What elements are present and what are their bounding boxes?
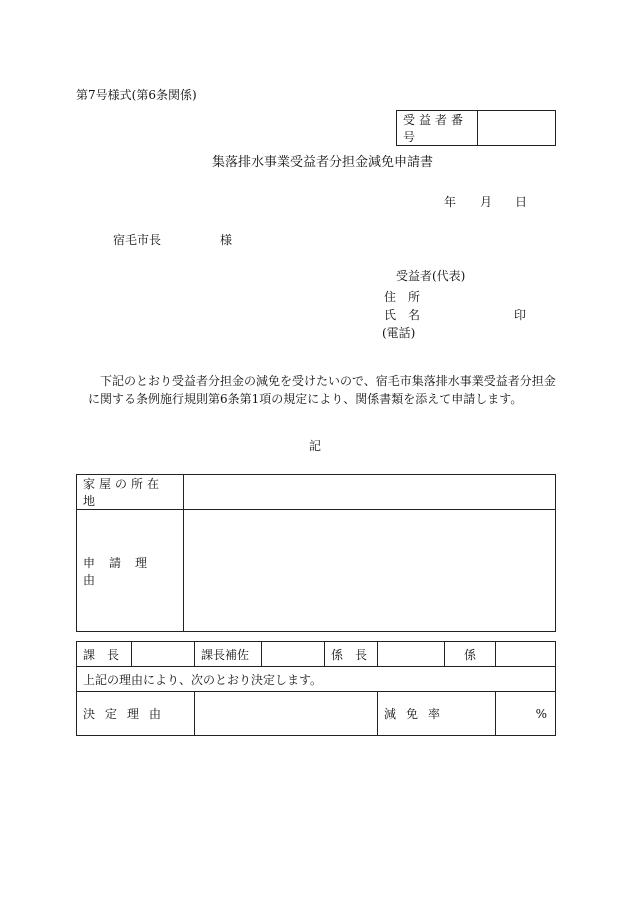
recipient-number-label: 受益者番号 bbox=[397, 111, 478, 146]
record-mark: 記 bbox=[309, 439, 322, 453]
applicant-heading: 受益者(代表) bbox=[396, 269, 466, 283]
staff-stamp-cell[interactable] bbox=[496, 642, 556, 667]
decision-reason-field[interactable] bbox=[195, 692, 378, 736]
seal-mark: 印 bbox=[514, 308, 527, 322]
recipient-number-field[interactable] bbox=[478, 111, 556, 146]
date-month: 月 bbox=[480, 195, 493, 209]
approval-table bbox=[76, 641, 556, 736]
application-table bbox=[76, 474, 556, 632]
section-chief-stamp-cell[interactable] bbox=[378, 642, 445, 667]
chief-stamp-cell[interactable] bbox=[132, 642, 195, 667]
body-text-line2: に関する条例施行規則第6条第1項の規定により、関係書類を添えて申請します。 bbox=[88, 392, 523, 406]
recipient-number-box bbox=[396, 110, 556, 146]
location-label: 家屋の所在地 bbox=[77, 475, 184, 510]
decision-reason-label: 決定理由 bbox=[77, 692, 195, 736]
addressee-name: 宿毛市長 bbox=[113, 233, 162, 247]
reason-label: 申請理由 bbox=[77, 510, 184, 632]
applicant-name-label: 氏 名 bbox=[384, 308, 421, 322]
location-field[interactable] bbox=[184, 475, 556, 510]
body-text-line1: 下記のとおり受益者分担金の減免を受けたいので、宿毛市集落排水事業受益者分担金 bbox=[100, 374, 556, 388]
addressee-honorific: 様 bbox=[220, 233, 233, 247]
decision-statement: 上記の理由により、次のとおり決定します。 bbox=[77, 667, 556, 692]
reduction-rate-label: 減免率 bbox=[378, 692, 496, 736]
date-day: 日 bbox=[515, 195, 528, 209]
form-number-label: 第7号様式(第6条関係) bbox=[76, 88, 197, 102]
document-title: 集落排水事業受益者分担金減免申請書 bbox=[212, 155, 434, 170]
reduction-rate-field[interactable]: % bbox=[496, 692, 556, 736]
applicant-phone-label: (電話) bbox=[382, 326, 416, 340]
section-chief-label: 係 長 bbox=[325, 642, 378, 667]
deputy-label: 課長補佐 bbox=[195, 642, 262, 667]
staff-label: 係 bbox=[445, 642, 496, 667]
deputy-stamp-cell[interactable] bbox=[262, 642, 325, 667]
date-year: 年 bbox=[444, 195, 457, 209]
applicant-address-label: 住 所 bbox=[384, 290, 421, 304]
reason-field[interactable] bbox=[184, 510, 556, 632]
chief-label: 課 長 bbox=[77, 642, 132, 667]
